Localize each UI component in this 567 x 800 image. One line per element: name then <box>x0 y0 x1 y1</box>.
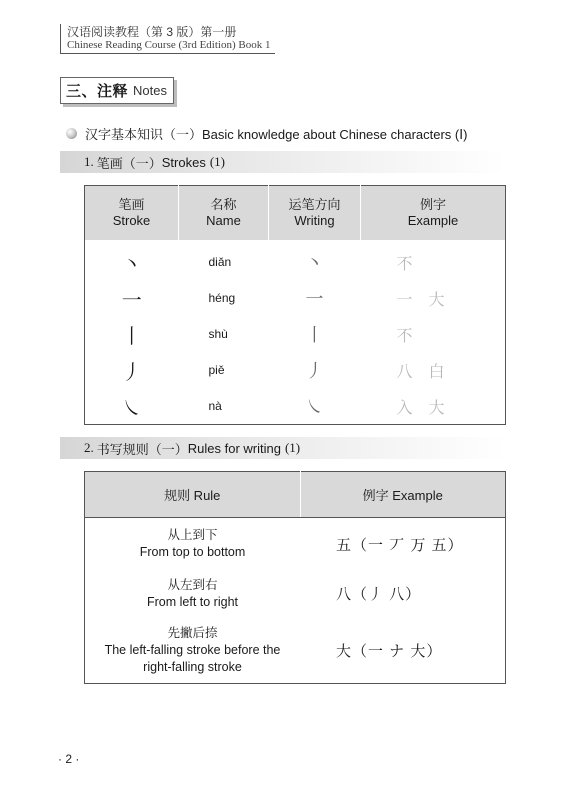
stroke-glyph: 丿 <box>121 361 142 384</box>
subheading-number: 2. <box>84 440 94 455</box>
header-writing: 运笔方向 Writing <box>269 186 361 241</box>
topic-text: 汉字基本知识（一）Basic knowledge about Chinese characters (Ⅰ) <box>85 127 468 142</box>
table-row <box>85 352 506 388</box>
table-row <box>85 518 506 571</box>
rule-text: 从左到右 From left to right <box>147 577 238 609</box>
rule-example: 五（一 丆 万 五） <box>336 536 464 554</box>
subheading-cn: 笔画（一） <box>96 155 162 171</box>
section-title-en: Notes <box>133 83 167 98</box>
table-row <box>85 280 506 316</box>
header-title-cn: 汉语阅读教程（第 3 版）第一册 <box>67 25 237 39</box>
stroke-name: nà <box>208 399 222 413</box>
rules-table <box>84 471 506 684</box>
rule-example: 八（丿 八） <box>336 586 422 603</box>
table-row <box>85 617 506 684</box>
table-row <box>85 388 506 425</box>
header-example: 例字 Example <box>361 186 506 241</box>
stroke-writing-direction: 丶 <box>305 253 324 273</box>
rule-text: 先撇后捺 The left-falling stroke before the right-falling stroke <box>104 625 281 674</box>
section-title-cn: 三、注释 <box>66 83 129 100</box>
table-row <box>85 240 506 280</box>
table-header-row <box>85 186 506 241</box>
stroke-name: héng <box>208 291 236 305</box>
stroke-writing-direction: 一 <box>305 289 324 309</box>
stroke-examples: 不 <box>396 327 413 345</box>
table-row <box>85 570 506 617</box>
section-title <box>60 77 174 104</box>
table-row <box>85 316 506 352</box>
stroke-name: shù <box>208 327 228 341</box>
subheading-en: Strokes <box>161 154 206 170</box>
header-name: 名称 Name <box>179 186 269 241</box>
header-stroke: 笔画 Stroke <box>85 186 179 241</box>
stroke-glyph: 丨 <box>121 325 142 348</box>
stroke-writing-direction: 丨 <box>305 325 324 345</box>
stroke-examples: 不 <box>396 255 413 273</box>
stroke-glyph: ㇏ <box>121 397 142 420</box>
stroke-examples: 入 大 <box>396 399 445 417</box>
running-header <box>60 24 275 54</box>
table-header-row <box>85 472 506 518</box>
subheading-rules <box>60 437 506 459</box>
subheading-strokes <box>60 151 506 173</box>
header-example: 例字 Example <box>300 472 506 518</box>
rule-text: 从上到下 From top to bottom <box>139 528 246 559</box>
stroke-writing-direction: ㇏ <box>305 397 324 417</box>
stroke-examples: 一 大 <box>396 291 445 309</box>
header-title-en: Chinese Reading Course (3rd Edition) Book 1 <box>67 39 271 51</box>
bullet-dot-icon <box>66 128 77 139</box>
header-rule: 规则 Rule <box>85 472 301 518</box>
stroke-name: diǎn <box>208 255 232 269</box>
subheading-paren: (1) <box>284 440 301 455</box>
subheading-number: 1. <box>84 154 94 169</box>
page-number: · 2 · <box>58 752 80 766</box>
subheading-cn: 书写规则（一） <box>96 441 188 457</box>
rule-example: 大（一 ナ 大） <box>336 642 443 660</box>
topic-bullet <box>66 124 467 143</box>
stroke-writing-direction: 丿 <box>305 361 324 381</box>
stroke-glyph: 丶 <box>121 253 142 276</box>
subheading-paren: (1) <box>209 154 226 169</box>
subheading-en: Rules for writing <box>187 440 281 456</box>
stroke-name: piě <box>208 363 225 377</box>
stroke-examples: 八 白 <box>396 363 445 381</box>
stroke-glyph: 一 <box>121 289 142 312</box>
strokes-table <box>84 185 506 425</box>
